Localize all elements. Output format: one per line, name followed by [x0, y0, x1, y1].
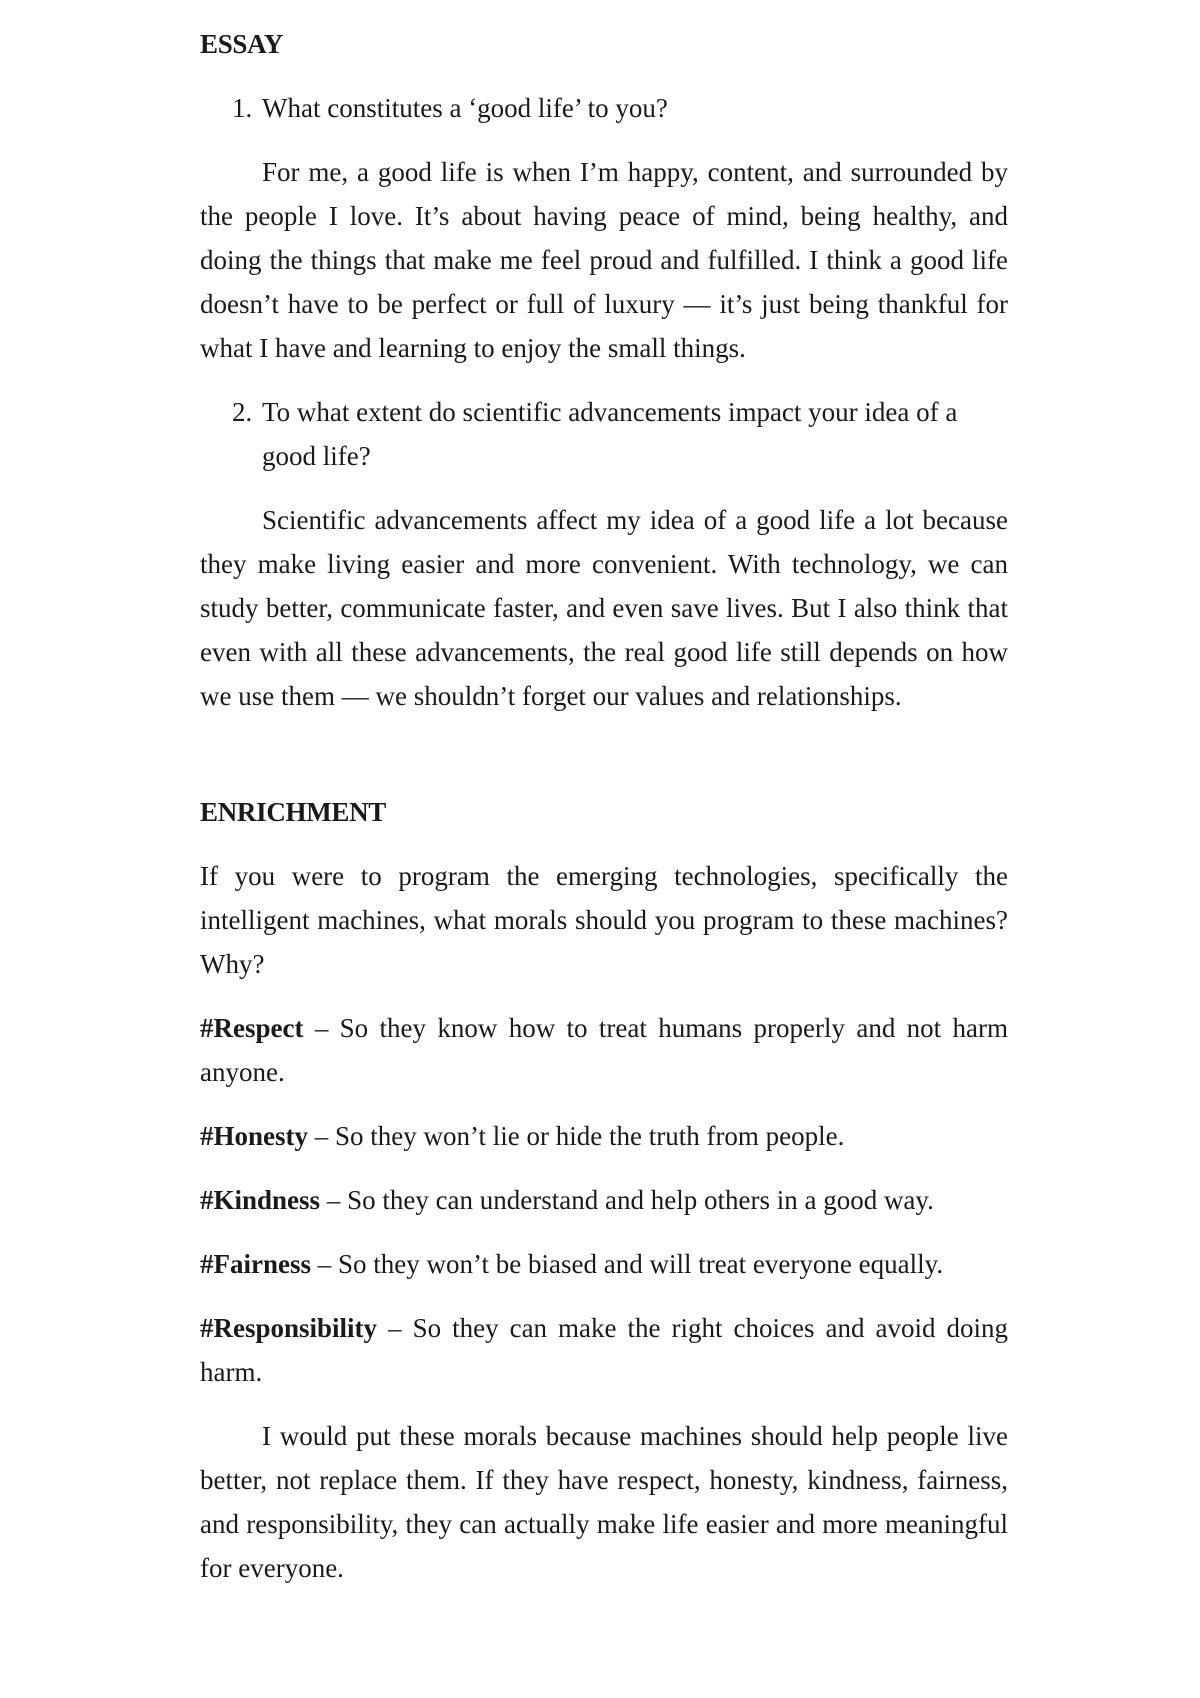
- essay-question-1: [232, 86, 1008, 130]
- question-text: To what extent do scientific advancements impact your idea of a good life?: [262, 397, 958, 471]
- moral-text: – So they won’t lie or hide the truth from people.: [308, 1121, 845, 1151]
- moral-item-respect: [200, 1006, 1008, 1094]
- essay-answer-1: For me, a good life is when I’m happy, content, and surrounded by the people I love. It’s about having peace of mind, being healthy, and doing the things that make me feel proud and fulfilled. I think a good life doesn’t have to be perfect or full of luxury — it’s just being thankful for what I have and learning to enjoy the small things.: [200, 157, 1008, 363]
- moral-text: – So they won’t be biased and will treat everyone equally.: [311, 1249, 944, 1279]
- moral-tag: #Responsibility: [200, 1313, 378, 1343]
- question-text: What constitutes a ‘good life’ to you?: [262, 93, 668, 123]
- question-number: 2.: [232, 397, 253, 427]
- enrichment-heading: ENRICHMENT: [200, 797, 387, 827]
- moral-tag: #Fairness: [200, 1249, 311, 1279]
- essay-answer-2: Scientific advancements affect my idea of a good life a lot because they make living easier and more convenient. With technology, we can study better, communicate faster, and even save lives. But I also think that even with all these advancements, the real good life still depends on how we use them — we shouldn’t forget our values and relationships.: [200, 505, 1008, 711]
- essay-heading: ESSAY: [200, 29, 284, 59]
- enrichment-conclusion: I would put these morals because machines should help people live better, not replace them. If they have respect, honesty, kindness, fairness, and responsibility, they can actually make life easier and more meaningful for everyone.: [200, 1421, 1008, 1583]
- moral-item-kindness: [200, 1178, 1008, 1222]
- moral-text: – So they can understand and help others in a good way.: [320, 1185, 934, 1215]
- section-spacer: [200, 718, 1008, 790]
- enrichment-prompt: If you were to program the emerging technologies, specifically the intelligent machines, what morals should you program to these machines? Why?: [200, 861, 1008, 979]
- moral-tag: #Respect: [200, 1013, 304, 1043]
- question-number: 1.: [232, 93, 253, 123]
- essay-question-2: [232, 390, 1008, 478]
- moral-text: – So they know how to treat humans properly and not harm anyone.: [200, 1013, 1008, 1087]
- document-page: [200, 22, 1008, 1590]
- moral-item-fairness: [200, 1242, 1008, 1286]
- moral-text: – So they can make the right choices and avoid doing harm.: [200, 1313, 1008, 1387]
- moral-tag: #Kindness: [200, 1185, 321, 1215]
- moral-item-honesty: [200, 1114, 1008, 1158]
- moral-tag: #Honesty: [200, 1121, 308, 1151]
- moral-item-responsibility: [200, 1306, 1008, 1394]
